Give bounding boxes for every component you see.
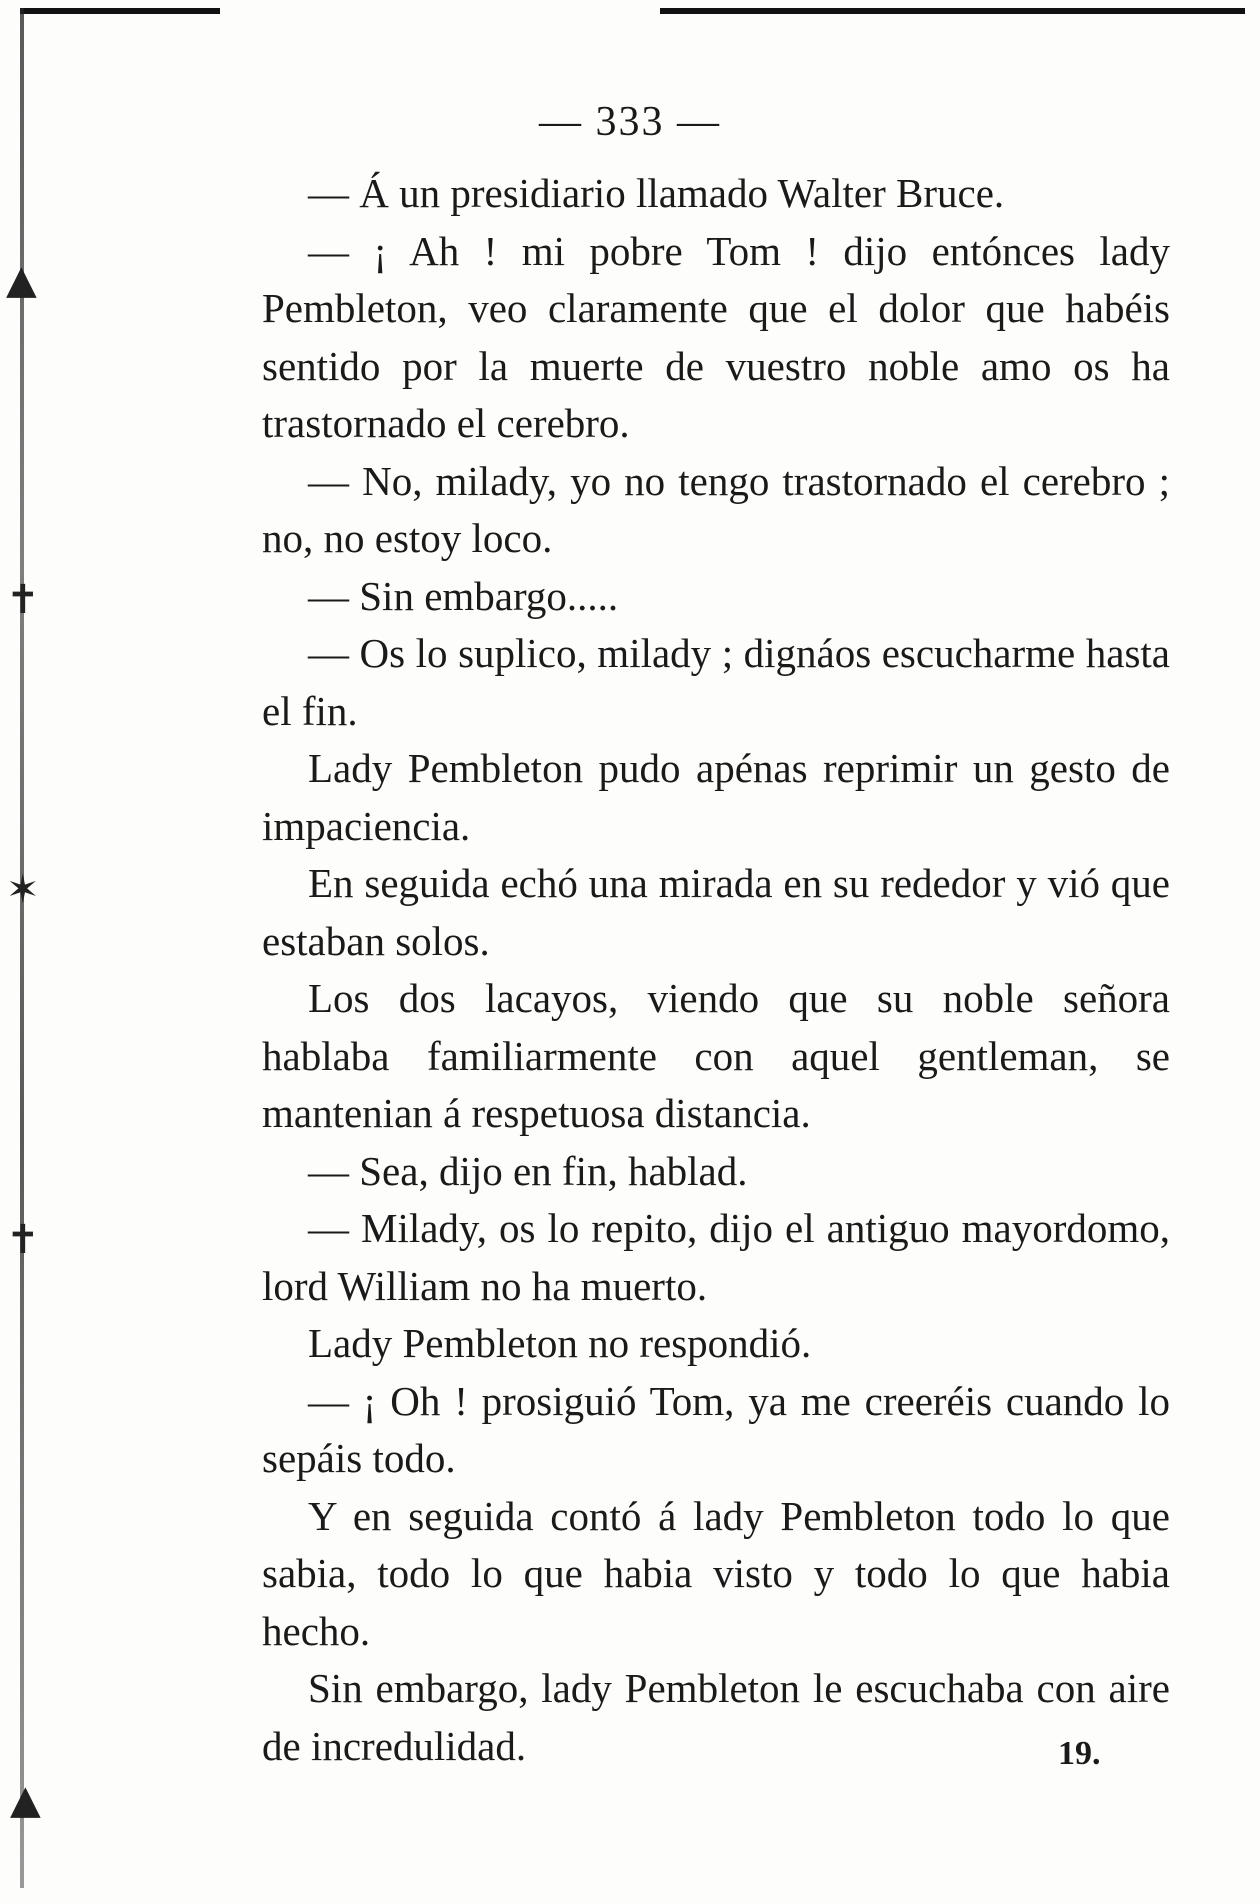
margin-ornament-mark: ▲ [10, 1777, 41, 1823]
margin-ornament-mark: ✝ [6, 1217, 40, 1263]
body-text [262, 165, 1170, 1775]
paragraph: — Os lo suplico, milady ; dignáos escucharme hasta el fin. [262, 630, 1170, 734]
paragraph: Los dos lacayos, viendo que su noble señora hablaba familiarmente con aquel gentleman, se mantenian á respetuosa distancia. [262, 975, 1170, 1136]
paragraph: En seguida echó una mirada en su rededor y vió que estaban solos. [262, 860, 1170, 964]
paragraph: — No, milady, yo no tengo trastornado el cerebro ; no, no estoy loco. [262, 457, 1170, 561]
paragraph: Sin embargo, lady Pembleton le escuchaba con aire de incredulidad. [262, 1665, 1170, 1769]
page-number: — 333 — [539, 99, 721, 145]
paragraph: Y en seguida contó á lady Pembleton todo lo que sabia, todo lo que habia visto y todo lo que habia hecho. [262, 1492, 1170, 1654]
signature-mark: 19. [1058, 1735, 1101, 1772]
top-border-gap [220, 6, 660, 16]
paragraph: — ¡ Ah ! mi pobre Tom ! dijo entónces lady Pembleton, veo claramente que el dolor que habéis sentido por la muerte de vuestro noble amo os ha trastornado el cerebro. [262, 227, 1170, 446]
paragraph: Lady Pembleton pudo apénas reprimir un gesto de impaciencia. [262, 745, 1170, 849]
paragraph: — Sin embargo..... [308, 572, 619, 619]
paragraph: — Á un presidiario llamado Walter Bruce. [308, 170, 1005, 216]
margin-ornament-mark: ✶ [6, 867, 40, 913]
paragraph: — Milady, os lo repito, dijo el antiguo mayordomo, lord William no ha muerto. [262, 1205, 1170, 1309]
paragraph: — ¡ Oh ! prosiguió Tom, ya me creeréis cuando lo sepáis todo. [262, 1377, 1170, 1481]
margin-ornament-mark: ▲ [6, 257, 37, 303]
paragraph: — Sea, dijo en fin, hablad. [308, 1147, 748, 1194]
paragraph: Lady Pembleton no respondió. [308, 1320, 812, 1366]
margin-ornament-mark: ✝ [6, 577, 40, 623]
